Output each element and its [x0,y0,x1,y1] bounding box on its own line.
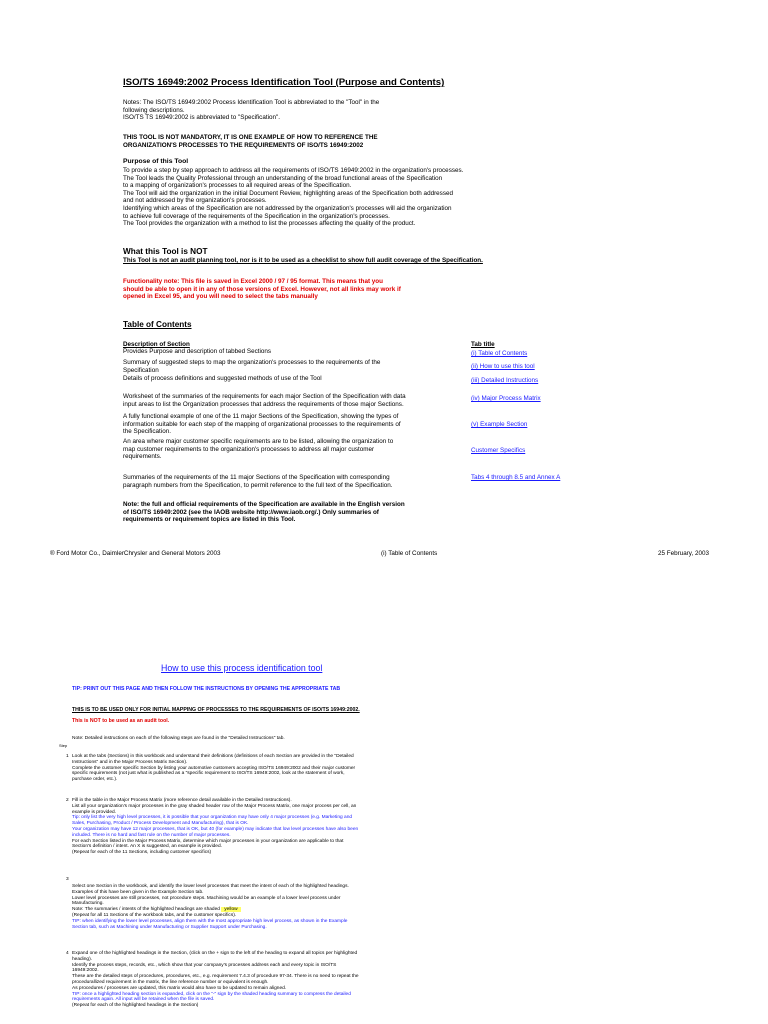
page1-title: ISO/TS 16949:2002 Process Identification Tool (Purpose and Contents) [123,77,445,88]
toc-description: A fully functional example of one of the 11 major Sections of the Specification, showing the types of information suitable for each step of the mapping of organizational processes to the requirements of the Specification. [123,413,401,436]
toc-description: Worksheet of the summaries of the requirements for each major Section of the Specification with data input areas to list the Organization processes that address the requirements of those major Sections. [123,393,406,408]
step-1-text: Look at the tabs (Sections) in this workbook and understand their definitions (definitions of each Section are provided in the "Detailed Instructions" and in the Major Process Matrix Section). Complete the customer specific Section by listing your automotive customers accepting ISO/TS 16949:2002 and their major customer specific requirements (not just what is published as a "specific requirement to ISO/TS 16949:2002, look at the statement of work, purchase order, etc.). [72,754,356,783]
page2-title-link[interactable]: How to use this process identification tool [161,663,323,673]
purpose-text: To provide a step by step approach to address all the requirements of ISO/TS 16949:2002 in the organization's processes. The Tool leads the Quality Professional through an understanding of the broad functional areas of the Specification to a mapping of organization's processes to all required areas of the Specification. The Tool will aid the organization in the initial Document Review, highlighting areas of the Specification both addressed and not addressed by the organization's processes. Identifying which areas of the Specification are not addressed by the organization's processes will aid the organization to achieve full coverage of the requirements of the Specification in the organization's processes. The Tool provides the organization with a method to list the processes affecting the quality of the product. [123,167,464,228]
not-audit-line: This Tool is not an audit planning tool, nor is it to be used as a checklist to show full audit coverage of the Specification. [123,257,483,264]
purpose-heading: Purpose of this Tool [123,158,189,165]
col-tab-header: Tab title [471,341,495,348]
toc-heading: Table of Contents [123,320,192,329]
col-description-header: Description of Section [123,341,190,348]
notes-block [123,99,379,122]
step-column-label: Step [59,743,68,748]
footer-date: 25 February, 2003 [658,550,709,557]
toc-link-table-of-contents[interactable]: (i) Table of Contents [471,350,528,357]
toc-link-major-process-matrix[interactable]: (iv) Major Process Matrix [471,395,541,402]
notes-line: Notes: The ISO/TS 16949:2002 Process Identification Tool is abbreviated to the "Tool" in the [123,99,380,106]
not-mandatory-note: THIS TOOL IS NOT MANDATORY, IT IS ONE EXAMPLE OF HOW TO REFERENCE THE ORGANIZATION'S PROCESSES TO THE REQUIREMENTS OF ISO/TS 16949:2002 [123,134,378,149]
functionality-note: Functionality note: This file is saved in Excel 2000 / 97 / 95 format. This means that you should be able to open it in any of those versions of Excel. However, not all links may work if opened in Excel 95, and you will need to select the tabs manually [123,278,401,301]
toc-description: An area where major customer specific requirements are to be listed, allowing the organization to map customer requirements to the organization's processes to address all major customer requirements. [123,438,394,461]
step-number: 3 [66,877,69,882]
not-heading: What this Tool is NOT [123,247,208,256]
official-note: Note: the full and official requirements of the Specification are available in the English version of ISO/TS 16949:2002 (see the IAOB website http://www.iaob.org/.) Only summaries of requirements or requirement topics are listed in this Tool. [123,501,405,524]
toc-description: Provides Purpose and description of tabbed Sections [123,348,272,355]
toc-link-example-section[interactable]: (v) Example Section [471,421,528,428]
toc-description: Summary of suggested steps to map the organization's processes to the requirements of the Specification [123,359,381,374]
step-number: 4 [66,951,69,956]
step-2-text: Fill in the table in the Major Process Matrix (more reference detail available in the Detailed Instructions). List all your organization's major processes in the gray shaded header row of the Major Process Matrix, one major process per cell, an example is provided. Tip: only list the very high level processes, it is possible that your organization may have only 4 major processes (e.g. Marketing and Sales, Purchasing, Product / Process Development and Manufacturing), that is OK. Your organization may have 12 major processes, that is OK, but 40 (for example) may indicate that low level processes have also been included. There is no hard and fast rule on the number of major processes. For each Section listed in the Major Process Matrix, determine which major processes in your organization are applicable to that Section's definition / intent. An X is suggested, an example is provided. (Repeat for each of the 11 Sections, including customer specifics) [72,798,359,856]
initial-mapping-note: THIS IS TO BE USED ONLY FOR INITIAL MAPPING OF PROCESSES TO THE REQUIREMENTS OF ISO/TS 16949:2002. [72,707,360,713]
toc-description: Details of process definitions and suggested methods of use of the Tool [123,375,322,382]
toc-link-detailed-instructions[interactable]: (iii) Detailed Instructions [471,377,539,384]
toc-link-how-to-use[interactable]: (ii) How to use this tool [471,363,535,370]
toc-link-customer-specifics[interactable]: Customer Specifics [471,447,526,454]
footer-tab-name: (i) Table of Contents [381,550,438,557]
toc-link-tabs-4-through-8-5[interactable]: Tabs 4 through 8.5 and Annex A [471,474,561,481]
step-number: 2 [66,798,69,803]
toc-description: Summaries of the requirements of the 11 major Sections of the Specification with corresponding paragraph numbers from the Specification, to permit reference to the full text of the Specification. [123,474,393,489]
detail-note: Note: Detailed instructions on each of the following steps are found in the "Detailed Instructions" tab. [72,736,285,741]
not-audit-tool-note: This is NOT to be used as an audit tool. [72,718,170,724]
footer-copyright: ® Ford Motor Co., DaimlerChrysler and General Motors 2003 [50,550,221,557]
step-number: 1 [66,754,69,759]
step-4-text: Expand one of the highlighted headings in the Section, (click on the + sign to the left of the heading to expand all topics per highlighted heading). Identify the process steps, records, etc., which show that your company's processes address each and every topic in ISO/TS 16949:2002. These are the detailed steps of procedures, procedures, etc., e.g. requirement 7.4.3 of procedure 97-34. There is no need to repeat the procedurallized requirement in the matrix, the line reference number or equivalent is enough. As procedures / processes are updated, this matrix would also have to be updated to remain aligned. TIP: once a highlighted heading section is expanded, click on the "-" sign by the shaded heading summary to compress the detailed requirements again. All input will be retained when the file is saved. (Repeat for each of the highlighted headings in the Section) [72,951,359,1009]
notes-line: ISO/TS TS 16949:2002 is abbreviated to "Specification". [123,114,280,122]
notes-line: following descriptions. [123,106,185,114]
yellow-swatch: yellow [221,907,240,912]
print-tip: TIP: PRINT OUT THIS PAGE AND THEN FOLLOW THE INSTRUCTIONS BY OPENING THE APPROPRIATE TAB [72,686,341,692]
step-3-text: Select one Section in the workbook, and identify the lower level processes that meet the intent of each of the highlighted headings. Examples of this have been given in the Example Section tab. Lower level processes are still processes, not procedure steps. Machining would be an example of a lower level process under Manufacturing. Note: The summaries / intents of the highlighted headings are shaded yellow (Repeat for all 11 Sections of the workbook tabs, and the customer specifics). TIP: when identifying the lower level processes, align them with the most appropriate high level process, as shown in the Example Section tab, such as Machining under Manufacturing or Supplier Support under Purchasing. [72,884,349,930]
